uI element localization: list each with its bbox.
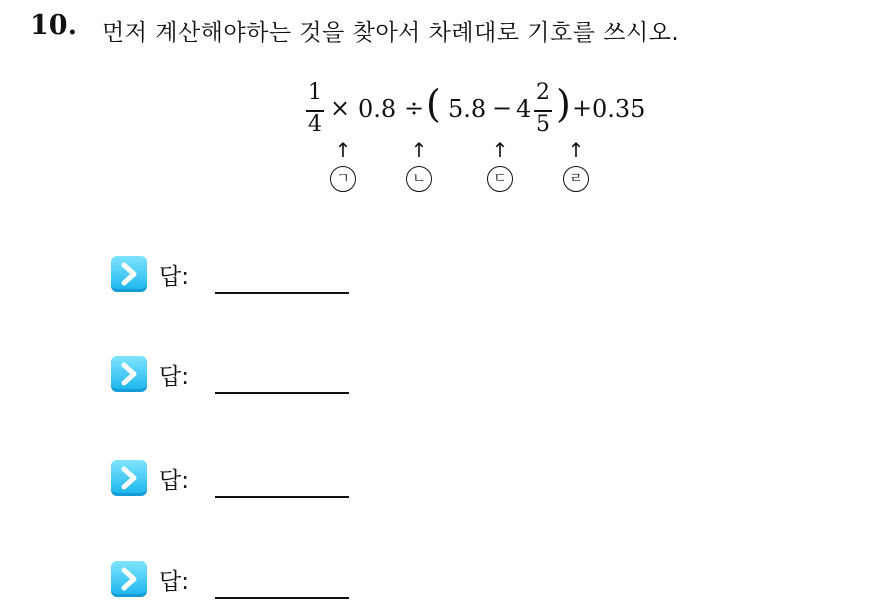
- question-number: 10.: [30, 10, 77, 41]
- minus-sign: −: [492, 94, 513, 122]
- number-0-35: 0.35: [592, 95, 646, 123]
- fraction-2-denominator: 5: [536, 112, 550, 137]
- close-parenthesis: ): [556, 82, 571, 126]
- operation-marker: [328, 140, 358, 192]
- up-arrow-icon: ↑: [334, 138, 352, 162]
- answer-label: 답:: [159, 468, 189, 494]
- answer-blank-line[interactable]: [215, 597, 349, 599]
- up-arrow-icon: ↑: [410, 138, 428, 162]
- fraction-1-denominator: 4: [308, 112, 322, 137]
- answer-label: 답:: [159, 264, 189, 290]
- marker-label: ㄹ: [563, 166, 589, 192]
- chevron-right-icon: [111, 356, 147, 392]
- operation-marker: [404, 140, 434, 192]
- up-arrow-icon: ↑: [491, 138, 509, 162]
- number-5-8: 5.8: [448, 95, 487, 123]
- marker-label: ㄷ: [487, 166, 513, 192]
- plus-sign: +: [572, 94, 593, 122]
- marker-label: ㄴ: [406, 166, 432, 192]
- answer-blank-line[interactable]: [215, 292, 349, 294]
- mixed-number-whole: 4: [516, 95, 532, 123]
- answer-blank-line[interactable]: [215, 496, 349, 498]
- chevron-right-icon: [111, 561, 147, 597]
- chevron-right-icon: [111, 256, 147, 292]
- marker-label: ㄱ: [330, 166, 356, 192]
- fraction-2-numerator: 2: [536, 80, 550, 105]
- chevron-right-icon: [111, 460, 147, 496]
- fraction-1-numerator: 1: [308, 80, 322, 105]
- divide-sign: ÷: [404, 94, 425, 122]
- question-text: 먼저 계산해야하는 것을 찾아서 차례대로 기호를 쓰시오.: [102, 20, 680, 46]
- number-0-8: 0.8: [358, 95, 397, 123]
- operation-marker: [561, 140, 591, 192]
- open-parenthesis: (: [426, 82, 441, 126]
- times-sign: ×: [330, 94, 351, 122]
- answer-label: 답:: [159, 569, 189, 595]
- answer-label: 답:: [159, 364, 189, 390]
- math-expression: [306, 80, 666, 140]
- answer-blank-line[interactable]: [215, 392, 349, 394]
- up-arrow-icon: ↑: [567, 138, 585, 162]
- operation-marker: [485, 140, 515, 192]
